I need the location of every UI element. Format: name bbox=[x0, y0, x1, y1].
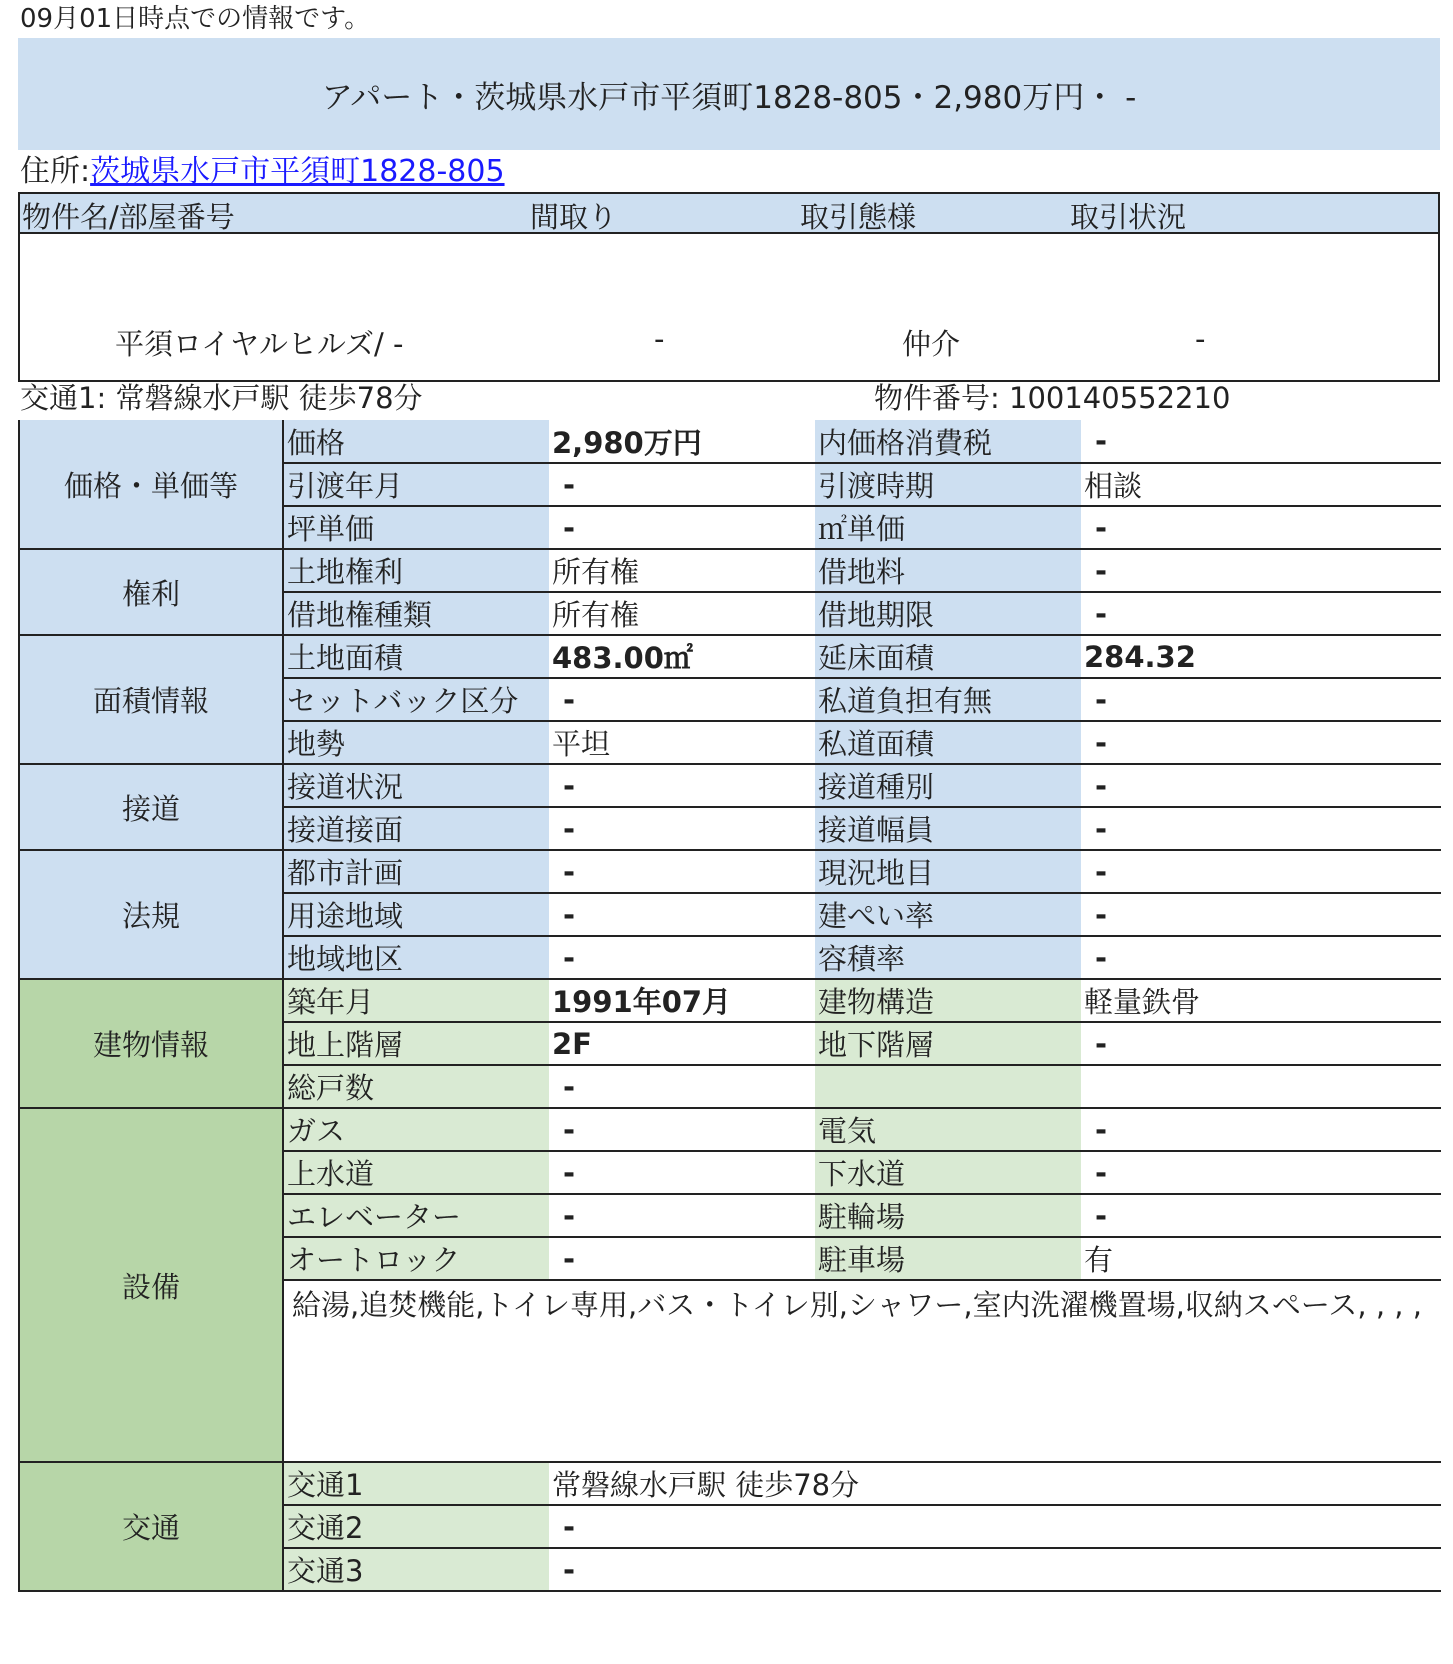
section-traffic-title: 交通 bbox=[19, 1462, 283, 1591]
table-row bbox=[19, 549, 1441, 592]
field-label: 内価格消費税 bbox=[815, 420, 1081, 463]
field-label: 借地権種類 bbox=[283, 592, 549, 635]
field-label: 借地期限 bbox=[815, 592, 1081, 635]
field-label: セットバック区分 bbox=[283, 678, 549, 721]
field-label: 建物構造 bbox=[815, 979, 1081, 1022]
field-value: 相談 bbox=[1081, 463, 1441, 506]
field-value: 1991年07月 bbox=[549, 979, 815, 1022]
property-name-header bbox=[20, 194, 1438, 234]
field-value: - bbox=[1081, 420, 1441, 463]
field-value: - bbox=[549, 1548, 1441, 1591]
field-label: 交通1 bbox=[283, 1462, 549, 1505]
field-label: 地域地区 bbox=[283, 936, 549, 979]
section-area-title: 面積情報 bbox=[19, 635, 283, 764]
table-row bbox=[19, 420, 1441, 463]
field-label: 交通2 bbox=[283, 1505, 549, 1548]
field-label: 土地権利 bbox=[283, 549, 549, 592]
field-value: - bbox=[549, 506, 815, 549]
table-row bbox=[19, 1108, 1441, 1151]
section-law-title: 法規 bbox=[19, 850, 283, 979]
field-label: 交通3 bbox=[283, 1548, 549, 1591]
traffic-summary: 交通1: 常磐線水戸駅 徒歩78分 bbox=[20, 381, 423, 415]
section-building-title: 建物情報 bbox=[19, 979, 283, 1108]
field-value: - bbox=[1081, 721, 1441, 764]
field-value: - bbox=[549, 764, 815, 807]
field-label: 坪単価 bbox=[283, 506, 549, 549]
header-deal-status: 取引状況 bbox=[1070, 200, 1187, 234]
property-name-values bbox=[20, 234, 1438, 380]
field-label: 接道種別 bbox=[815, 764, 1081, 807]
field-label: 現況地目 bbox=[815, 850, 1081, 893]
section-equipment-title: 設備 bbox=[19, 1108, 283, 1462]
field-value: - bbox=[549, 1194, 815, 1237]
field-value: - bbox=[549, 850, 815, 893]
value-name-room: 平須ロイヤルヒルズ/ - bbox=[115, 327, 404, 361]
property-id: 物件番号: 100140552210 bbox=[874, 381, 1231, 415]
field-label: 容積率 bbox=[815, 936, 1081, 979]
field-label: 電気 bbox=[815, 1108, 1081, 1151]
field-label: 築年月 bbox=[283, 979, 549, 1022]
field-label: 都市計画 bbox=[283, 850, 549, 893]
section-road-title: 接道 bbox=[19, 764, 283, 850]
field-label: 接道幅員 bbox=[815, 807, 1081, 850]
field-value: 平坦 bbox=[549, 721, 815, 764]
field-value: 483.00㎡ bbox=[549, 635, 815, 678]
value-layout: - bbox=[654, 322, 665, 356]
field-value: 軽量鉄骨 bbox=[1081, 979, 1441, 1022]
field-value: - bbox=[1081, 506, 1441, 549]
field-value: 所有権 bbox=[549, 592, 815, 635]
table-row bbox=[19, 850, 1441, 893]
field-value: - bbox=[549, 1505, 1441, 1548]
field-value: 有 bbox=[1081, 1237, 1441, 1280]
field-value: - bbox=[549, 463, 815, 506]
field-label: オートロック bbox=[283, 1237, 549, 1280]
field-value: - bbox=[1081, 592, 1441, 635]
field-value: - bbox=[1081, 850, 1441, 893]
field-value: 2F bbox=[549, 1022, 815, 1065]
field-label: 建ぺい率 bbox=[815, 893, 1081, 936]
info-date-notice: 09月01日時点での情報です。 bbox=[20, 4, 371, 34]
address-row bbox=[20, 154, 505, 190]
field-value: - bbox=[549, 1151, 815, 1194]
field-value: - bbox=[549, 936, 815, 979]
property-name-table bbox=[18, 192, 1440, 382]
field-label: 下水道 bbox=[815, 1151, 1081, 1194]
field-label: 土地面積 bbox=[283, 635, 549, 678]
field-label: 駐車場 bbox=[815, 1237, 1081, 1280]
field-label-empty bbox=[815, 1065, 1081, 1108]
field-value: - bbox=[549, 893, 815, 936]
field-label: 総戸数 bbox=[283, 1065, 549, 1108]
table-row bbox=[19, 635, 1441, 678]
field-value: 284.32 bbox=[1081, 635, 1441, 678]
field-value: 常磐線水戸駅 徒歩78分 bbox=[549, 1462, 1441, 1505]
field-value-empty bbox=[1081, 1065, 1441, 1108]
value-deal-status: - bbox=[1195, 322, 1206, 356]
field-value: - bbox=[1081, 1108, 1441, 1151]
field-label: 私道面積 bbox=[815, 721, 1081, 764]
section-price-title: 価格・単価等 bbox=[19, 420, 283, 549]
field-label: ㎡単価 bbox=[815, 506, 1081, 549]
field-value: 所有権 bbox=[549, 549, 815, 592]
field-value: - bbox=[549, 1065, 815, 1108]
table-row bbox=[19, 1462, 1441, 1505]
field-value: - bbox=[1081, 1194, 1441, 1237]
field-label: 上水道 bbox=[283, 1151, 549, 1194]
field-label: 借地料 bbox=[815, 549, 1081, 592]
field-label: 接道状況 bbox=[283, 764, 549, 807]
table-row bbox=[19, 764, 1441, 807]
banner-title: アパート・茨城県水戸市平須町1828-805・2,980万円・ - bbox=[321, 79, 1137, 116]
field-label: 価格 bbox=[283, 420, 549, 463]
field-label: 引渡時期 bbox=[815, 463, 1081, 506]
field-label: 引渡年月 bbox=[283, 463, 549, 506]
field-value: - bbox=[1081, 893, 1441, 936]
property-title-banner bbox=[18, 38, 1440, 150]
field-value: - bbox=[549, 1237, 815, 1280]
table-row bbox=[19, 979, 1441, 1022]
field-value: 2,980万円 bbox=[549, 420, 815, 463]
field-value: - bbox=[549, 1108, 815, 1151]
header-layout: 間取り bbox=[530, 200, 618, 234]
field-value: - bbox=[1081, 678, 1441, 721]
field-value: - bbox=[1081, 1151, 1441, 1194]
field-label: 延床面積 bbox=[815, 635, 1081, 678]
field-label: エレベーター bbox=[283, 1194, 549, 1237]
property-detail-table bbox=[18, 420, 1441, 1592]
address-link[interactable]: 茨城県水戸市平須町1828-805 bbox=[90, 154, 505, 189]
field-label: 駐輪場 bbox=[815, 1194, 1081, 1237]
field-value: - bbox=[1081, 1022, 1441, 1065]
header-name-room: 物件名/部屋番号 bbox=[22, 200, 235, 234]
field-label: 接道接面 bbox=[283, 807, 549, 850]
field-label: 地下階層 bbox=[815, 1022, 1081, 1065]
field-value: - bbox=[1081, 936, 1441, 979]
field-label: 地上階層 bbox=[283, 1022, 549, 1065]
value-deal-type: 仲介 bbox=[902, 327, 961, 361]
equipment-notes: 給湯,追焚機能,トイレ専用,バス・トイレ別,シャワー,室内洗濯機置場,収納スペース, , , , bbox=[283, 1280, 1441, 1462]
field-value: - bbox=[1081, 549, 1441, 592]
header-deal-type: 取引態様 bbox=[800, 200, 917, 234]
section-rights-title: 権利 bbox=[19, 549, 283, 635]
field-label: 用途地域 bbox=[283, 893, 549, 936]
field-value: - bbox=[549, 807, 815, 850]
field-label: ガス bbox=[283, 1108, 549, 1151]
field-value: - bbox=[1081, 764, 1441, 807]
field-value: - bbox=[1081, 807, 1441, 850]
field-value: - bbox=[549, 678, 815, 721]
field-label: 私道負担有無 bbox=[815, 678, 1081, 721]
field-label: 地勢 bbox=[283, 721, 549, 764]
address-label: 住所: bbox=[20, 154, 91, 189]
